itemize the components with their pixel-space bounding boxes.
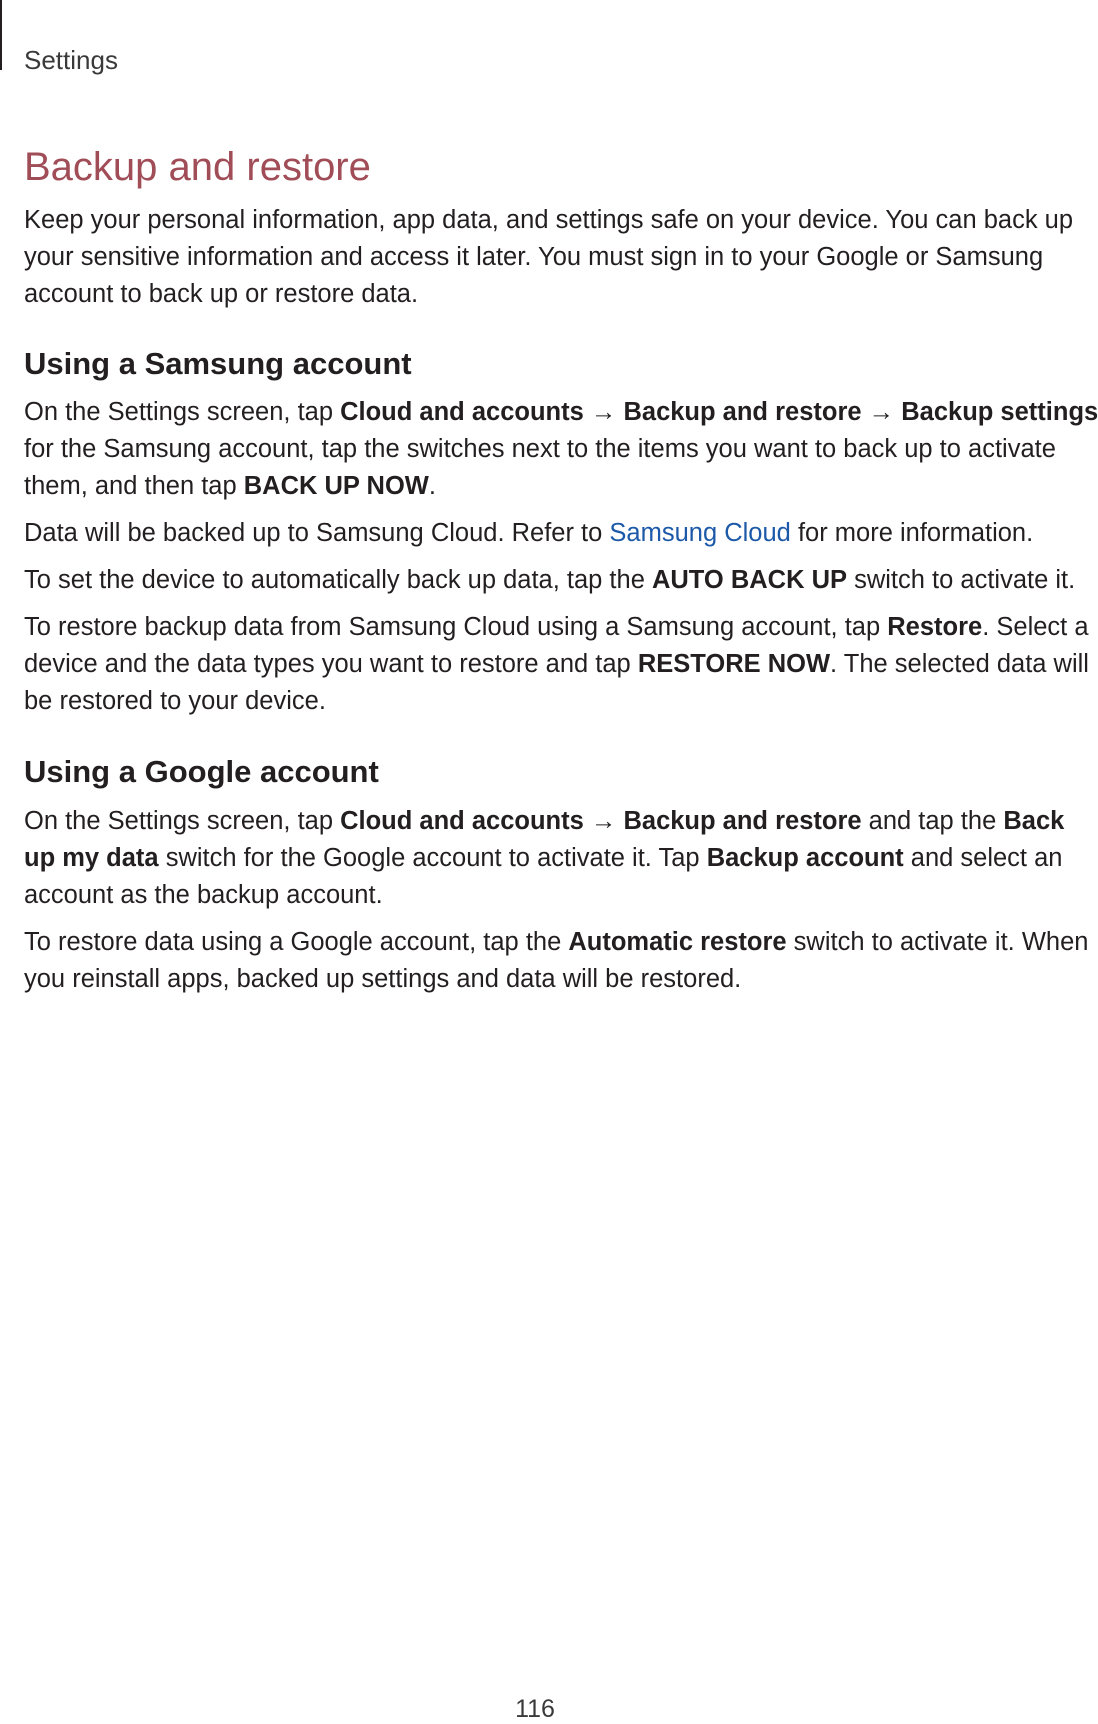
menu-path-backup-settings: Backup settings	[901, 398, 1098, 426]
switch-ref-automatic-restore: Automatic restore	[568, 928, 787, 956]
samsung-steps-paragraph	[24, 394, 1098, 505]
text: switch for the Google account to activate it. Tap	[158, 844, 707, 872]
text: To restore backup data from Samsung Cloud using a Samsung account, tap	[24, 613, 888, 641]
button-ref-restore-now: RESTORE NOW	[637, 650, 831, 678]
text: . The selected data will	[830, 650, 1089, 678]
arrow-text: →	[861, 398, 902, 426]
subsection-title-google: Using a Google account	[24, 754, 379, 789]
auto-backup-paragraph	[24, 562, 1076, 599]
subsection-title-samsung: Using a Samsung account	[24, 346, 412, 381]
text: .	[428, 472, 436, 500]
arrow-text: →	[583, 807, 624, 835]
page-content	[24, 140, 1098, 998]
arrow-text: →	[583, 398, 624, 426]
samsung-cloud-link[interactable]: Samsung Cloud	[609, 519, 791, 547]
text: . Select a	[982, 613, 1089, 641]
menu-path-cloud-and-accounts: Cloud and accounts	[340, 398, 584, 426]
text: and select an	[903, 844, 1063, 872]
text: On the Settings screen, tap	[24, 398, 341, 426]
intro-line: Keep your personal information, app data, and settings safe on your device. You can back up	[24, 206, 1074, 234]
text: and tap the	[861, 807, 1004, 835]
text: you reinstall apps, backed up settings and data will be restored.	[24, 965, 742, 993]
page-number: 116	[515, 1695, 555, 1723]
text: Data will be backed up to Samsung Cloud. Refer to	[24, 519, 610, 547]
button-ref-restore: Restore	[887, 613, 983, 641]
text: To set the device to automatically back up data, tap the	[24, 566, 652, 594]
section-title: Backup and restore	[24, 145, 371, 189]
text: be restored to your device.	[24, 687, 326, 715]
switch-ref-back-up-my-data: Back	[1003, 807, 1065, 835]
samsung-restore-paragraph	[24, 609, 1089, 720]
text: device and the data types you want to restore and tap	[24, 650, 638, 678]
button-ref-back-up-now: BACK UP NOW	[243, 472, 429, 500]
text: for the Samsung account, tap the switches next to the items you want to back up to activate	[24, 435, 1056, 463]
google-steps-paragraph	[24, 803, 1068, 914]
text: account as the backup account.	[24, 881, 383, 909]
intro-paragraph	[24, 202, 1074, 313]
menu-path-backup-and-restore: Backup and restore	[623, 398, 862, 426]
option-ref-backup-account: Backup account	[706, 844, 904, 872]
menu-path-cloud-and-accounts: Cloud and accounts	[340, 807, 584, 835]
google-restore-paragraph	[24, 924, 1089, 998]
menu-path-backup-and-restore: Backup and restore	[623, 807, 862, 835]
text: switch to activate it.	[847, 566, 1076, 594]
text: for more information.	[790, 519, 1034, 547]
samsung-cloud-paragraph	[24, 515, 1068, 552]
text: To restore data using a Google account, tap the	[24, 928, 569, 956]
text: switch to activate it. When	[786, 928, 1089, 956]
switch-ref-back-up-my-data: up my data	[24, 844, 159, 872]
text: On the Settings screen, tap	[24, 807, 341, 835]
switch-ref-auto-back-up: AUTO BACK UP	[651, 566, 848, 594]
text: them, and then tap	[24, 472, 244, 500]
intro-line: your sensitive information and access it later. You must sign in to your Google or Samsung	[24, 243, 1044, 271]
running-header: Settings	[24, 45, 118, 75]
intro-line: account to back up or restore data.	[24, 280, 419, 308]
page-corner-line	[0, 0, 2, 70]
